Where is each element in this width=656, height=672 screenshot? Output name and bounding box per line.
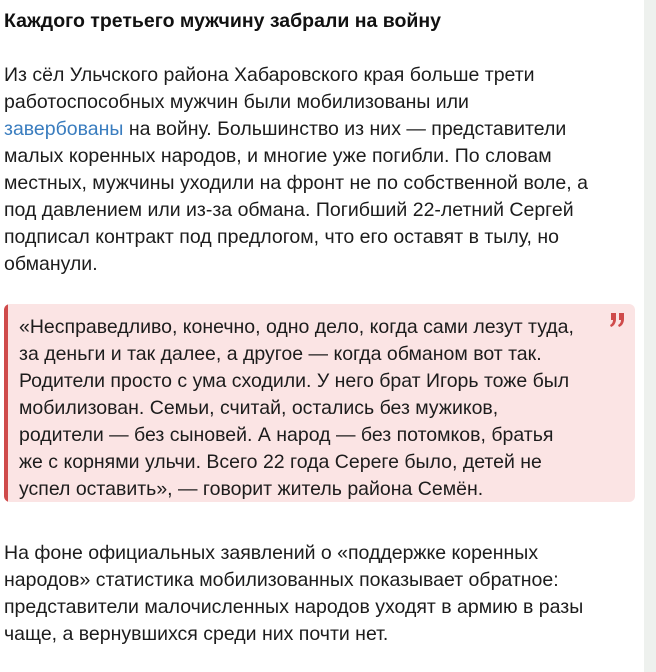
post-title: Каждого третьего мужчину забрали на войну: [4, 10, 442, 32]
paragraph-line-rest: на войну. Большинство из них — представители: [123, 118, 567, 140]
quote-icon: [607, 310, 629, 332]
paragraph-line: народов» статистика мобилизованных показывает обратное:: [4, 569, 559, 591]
blockquote-text: [19, 314, 574, 502]
blockquote: [4, 304, 635, 502]
post-paragraph-1: [4, 62, 588, 278]
post-paragraph-2: [4, 540, 583, 648]
paragraph-line: представители малочисленных народов уходят в армию в разы: [4, 596, 584, 618]
paragraph-line: Из сёл Ульчского района Хабаровского края больше трети: [4, 64, 535, 86]
paragraph-line: На фоне официальных заявлений о «поддержке коренных: [4, 542, 539, 564]
recruited-link[interactable]: завербованы: [4, 118, 124, 140]
paragraph-line: местных, мужчины уходили на фронт не по собственной воле, а: [4, 172, 588, 194]
quote-line: за деньги и так далее, а другое — когда обманом вот так.: [19, 343, 542, 365]
blockquote-accent-bar: [4, 304, 8, 502]
paragraph-line: малых коренных народов, и многие уже погибли. По словам: [4, 145, 552, 167]
quote-line: мобилизован. Семьи, считай, остались без мужиков,: [19, 397, 499, 419]
quote-line: же с корнями ульчи. Всего 22 года Сереге было, детей не: [19, 451, 542, 473]
quote-line: Родители просто с ума сходили. У него брат Игорь тоже был: [19, 370, 570, 392]
quote-line: родители — без сыновей. А народ — без потомков, братья: [19, 424, 554, 446]
paragraph-line: подписал контракт под предлогом, что его оставят в тылу, но: [4, 226, 559, 248]
quote-line: успел оставить», — говорит житель района Семён.: [19, 478, 484, 500]
paragraph-line: чаще, а вернувшихся среди них почти нет.: [4, 623, 389, 645]
paragraph-line: работоспособных мужчин были мобилизованы или: [4, 91, 469, 113]
paragraph-line: обманули.: [4, 253, 98, 275]
quote-line: «Несправедливо, конечно, одно дело, когда сами лезут туда,: [19, 316, 574, 338]
paragraph-line: под давлением или из-за обмана. Погибший 22-летний Сергей: [4, 199, 574, 221]
paragraph-line: [4, 116, 588, 143]
chat-background-edge: [644, 0, 656, 672]
